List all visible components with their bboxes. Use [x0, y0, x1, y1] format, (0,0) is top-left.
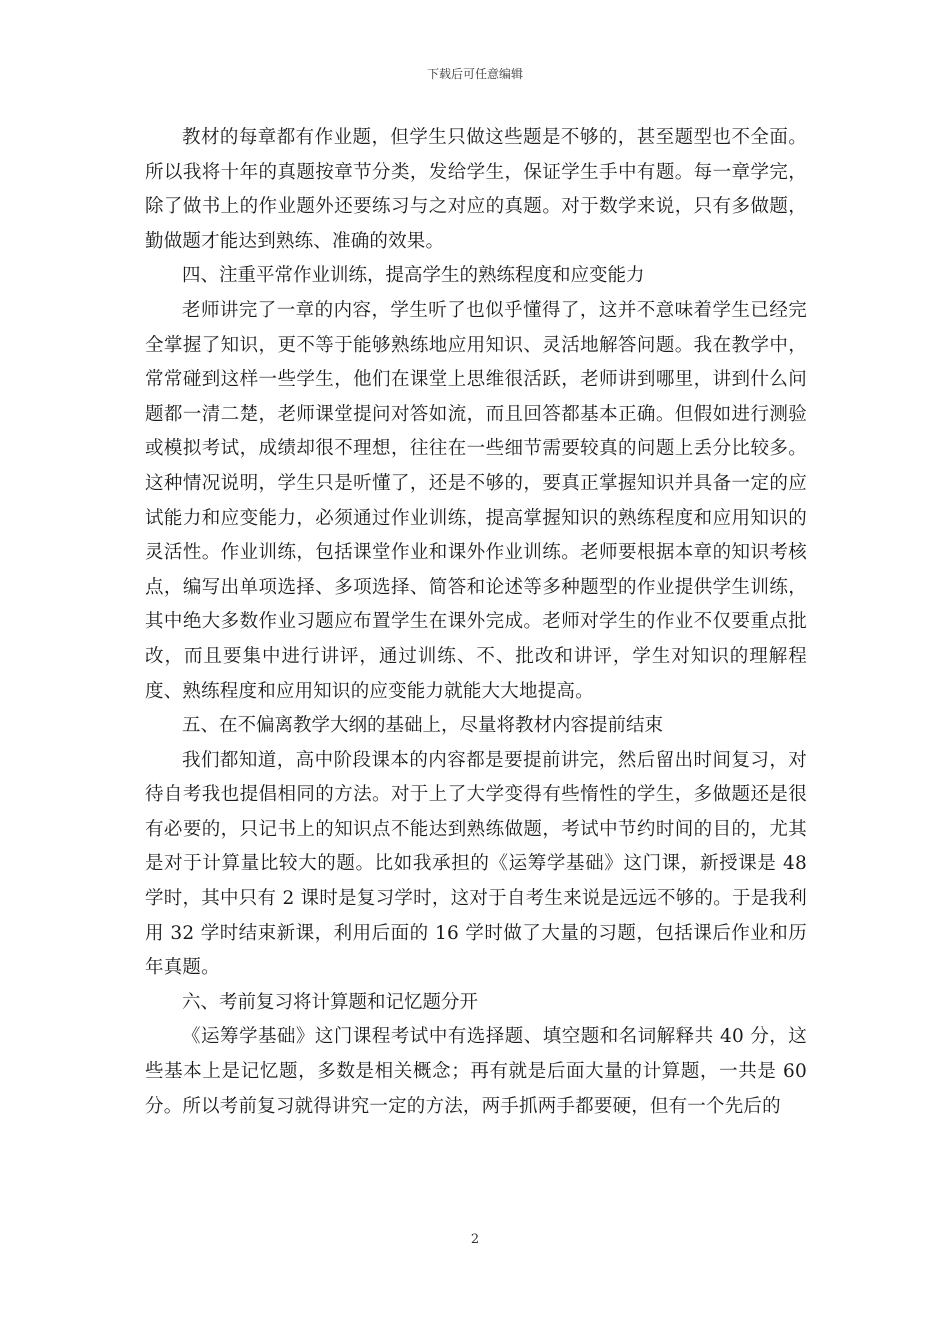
paragraph-homework-exams: 教材的每章都有作业题，但学生只做这些题是不够的，甚至题型也不全面。所以我将十年的真题按章节分类，发给学生，保证学生手中有题。每一章学完，除了做书上的作业题外还要练习与之对应的真题。对于数学来说，只有多做题，勤做题才能达到熟练、准确的效果。 [145, 127, 807, 252]
page-number: 2 [470, 1232, 480, 1247]
paragraph-review-method: 《运筹学基础》这门课程考试中有选择题、填空题和名词解释共 40 分，这些基本上是记忆题，多数是相关概念；再有就是后面大量的计算题，一共是 60 分。所以考前复习就得讲究一定的方法，两手抓两手都要硬，但有一个先后的 [145, 1026, 807, 1117]
page-header: 下载后可任意编辑 [426, 67, 523, 81]
document-body [145, 121, 807, 1124]
section-heading-6: 六、考前复习将计算题和记忆题分开 [182, 991, 479, 1013]
section-heading-4: 四、注重平常作业训练，提高学生的熟练程度和应变能力 [182, 265, 645, 287]
section-heading-5: 五、在不偏离教学大纲的基础上，尽量将教材内容提前结束 [182, 715, 664, 737]
paragraph-homework-training: 老师讲完了一章的内容，学生听了也似乎懂得了，这并不意味着学生已经完全掌握了知识，更不等于能够熟练地应用知识、灵活地解答问题。我在教学中，常常碰到这样一些学生，他们在课堂上思维很活跃，老师讲到哪里，讲到什么问题都一清二楚，老师课堂提问对答如流，而且回答都基本正确。但假如进行测验或模拟考试，成绩却很不理想，往往在一些细节需要较真的问题上丢分比较多。这种情况说明，学生只是听懂了，还是不够的，要真正掌握知识并具备一定的应试能力和应变能力，必须通过作业训练，提高掌握知识的熟练程度和应用知识的灵活性。作业训练，包括课堂作业和课外作业训练。老师要根据本章的知识考核点，编写出单项选择、多项选择、简答和论述等多种题型的作业提供学生训练，其中绝大多数作业习题应布置学生在课外完成。老师对学生的作业不仅要重点批改，而且要集中进行讲评，通过训练、不、批改和讲评，学生对知识的理解程度、熟练程度和应用知识的应变能力就能大大地提高。 [145, 299, 807, 702]
paragraph-early-finish: 我们都知道，高中阶段课本的内容都是要提前讲完，然后留出时间复习，对待自考我也提倡相同的方法。对于上了大学变得有些惰性的学生，多做题还是很有必要的，只记书上的知识点不能达到熟练做题，考试中节约时间的目的，尤其是对于计算量比较大的题。比如我承担的《运筹学基础》这门课，新授课是 48 学时，其中只有 2 课时是复习学时，这对于自考生来说是远远不够的。于是我利用 32 学时结束新课，利用后面的 16 学时做了大量的习题，包括课后作业和历年真题。 [145, 749, 807, 979]
